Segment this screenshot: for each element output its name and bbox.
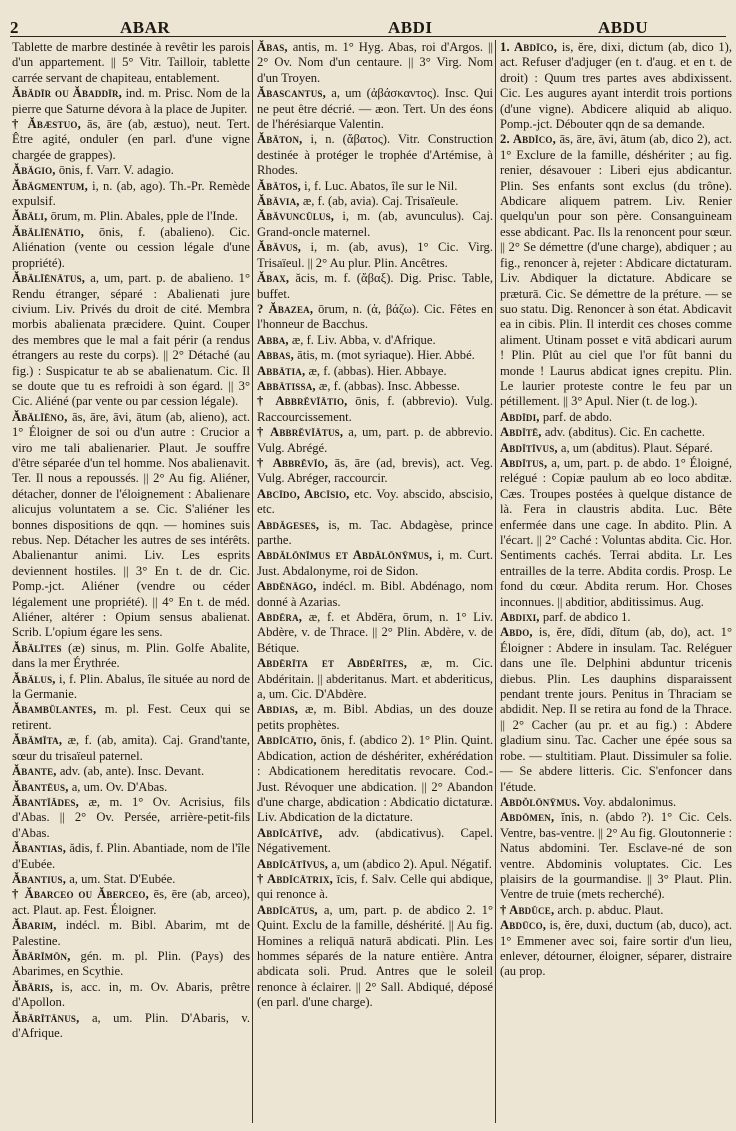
entry-headword: Abdĕnāgo, xyxy=(257,579,317,594)
dictionary-entry xyxy=(257,487,493,518)
page-number: 2 xyxy=(10,18,19,37)
dictionary-entry xyxy=(257,857,493,872)
dictionary-entry xyxy=(257,194,493,209)
entry-definition: a, um. Ov. D'Abas. xyxy=(71,779,168,794)
dictionary-entry xyxy=(12,209,250,224)
entry-definition: æ, f. (ab, avia). Caj. Trisaïeule. xyxy=(302,194,459,209)
entry-definition: a, um (abdico 2). Apul. Négatif. xyxy=(331,856,492,871)
entry-definition: indécl. m. Bibl. Abdénago, nom donné à Azarias. xyxy=(257,579,493,609)
entry-headword: Abcīdo, Abcīsio, xyxy=(257,486,350,501)
entry-headword: 2. Abdĭco, xyxy=(500,132,556,147)
entry-definition: Tablette de marbre destinée à revêtir les parois d'un appartement. || 5° Vitr. Tailloir, tablette carrée servant de chapiteau, entablement. xyxy=(12,40,250,85)
entry-headword: Ăbătos, xyxy=(257,178,301,193)
dictionary-entry xyxy=(12,86,250,117)
dictionary-entry xyxy=(12,271,250,410)
dictionary-entry xyxy=(500,810,732,902)
entry-definition: i, f. Luc. Abatos, île sur le Nil. xyxy=(304,178,458,193)
entry-definition: ădis, f. Plin. Abantiade, nom de l'île d'Eubée. xyxy=(12,841,250,871)
entry-headword: Ăbantĭădes, xyxy=(12,794,79,809)
entry-headword: ? Ăbazea, xyxy=(257,301,314,316)
entry-headword: Ăbăvuncŭlus, xyxy=(257,209,335,224)
dictionary-entry xyxy=(257,348,493,363)
entry-headword: Ăbarim, xyxy=(12,918,57,933)
entry-headword: † Abbrĕvĭo, xyxy=(257,455,329,470)
dictionary-entry xyxy=(500,795,732,810)
entry-definition: a, um, part. p. de abdo. 1° Éloigné, relégué : Copiæ paulum ab eo loco abditæ. Cæs. Troupes postées à quelque distance de là. Fera in claustris abdita. Luc. Bête enfermée dans une cage. In abdito. Plin. A l'écart. || 2° Caché : Voluntas abdita. Cic. Hor. Sentiments cachés. Terrai abdita. Lr. Les entrailles de la terre. Abdita cordis. Prosp. Le fond du cœur. Abdita rerum. Hor. Choses inconnues. || abditior, abditissimus. Aug. xyxy=(500,455,732,609)
dictionary-entry xyxy=(12,410,250,641)
dictionary-entry xyxy=(12,764,250,779)
entry-definition: ōnis, f. (abalieno). Cic. Aliénation (vente ou cession légale d'une propriété). xyxy=(12,224,250,270)
column-divider xyxy=(495,40,496,1123)
entry-definition: i, m. (ab, avus), 1° Cic. Virg. Trisaïeul. || 2° Au plur. Plin. Ancêtres. xyxy=(257,240,493,270)
dictionary-entry xyxy=(257,394,493,425)
entry-headword: Ăbăvia, xyxy=(257,194,300,209)
entry-definition: parf. de abdico 1. xyxy=(542,610,631,625)
entry-definition: a, um, part. p. de abalieno. 1° Rendu étranger, séparé : Abalienati jure civium. Liv. Privés du droit de cité. Membra morbis abalienata præcidere. Quint. Couper des membres que le mal a fait périr (a rendus étrangers au reste du corps). || 2° Détaché (au fig.) : Suspicatur te ab se abalienatum. Cic. Il se doute que tu es refroidi à son égard. || 3° Cic. Aliéné (par vente ou par cession légale). xyxy=(12,271,250,409)
entry-headword: Ăbax, xyxy=(257,271,290,286)
entry-headword: Abdĭcātīvus, xyxy=(257,856,329,871)
dictionary-entry xyxy=(257,240,493,271)
entry-headword: Ăbăgmentum, xyxy=(12,178,88,193)
dictionary-entry xyxy=(257,379,493,394)
dictionary-entry xyxy=(500,918,732,980)
entry-definition: i, f. Plin. Abalus, île située au nord de la Germanie. xyxy=(12,671,250,702)
dictionary-entry xyxy=(500,610,732,625)
dictionary-entry xyxy=(500,410,732,425)
entry-definition: a, um. Stat. D'Eubée. xyxy=(69,871,176,886)
entry-headword: Abbātissa, xyxy=(257,378,316,393)
entry-headword: Ăbăgio, xyxy=(12,163,56,178)
entry-headword: Ăbălĭēnātio, xyxy=(12,224,85,239)
entry-headword: Ăbăris, xyxy=(12,979,54,994)
dictionary-entry xyxy=(257,179,493,194)
entry-headword: Abdo, xyxy=(500,625,533,640)
entry-headword: Abdixi, xyxy=(500,610,540,625)
entry-headword: Abdōmen, xyxy=(500,810,555,825)
entry-headword: Abdălōnĭmus et Abdălōnȳmus, xyxy=(257,548,433,563)
entry-headword: Ăbas, xyxy=(257,40,288,54)
dictionary-entry xyxy=(257,456,493,487)
entry-headword: Abdērīta et Abdērītes, xyxy=(257,656,408,671)
entry-definition: is, m. Tac. Abdagèse, prince parthe. xyxy=(257,517,493,547)
entry-definition: æ, f. et Abdēra, ōrum, n. 1° Liv. Abdère, v. de Thrace. || 2° Plin. Abdère, v. de Bétique. xyxy=(257,610,493,655)
entry-headword: Ăbălītes xyxy=(12,640,62,655)
entry-headword: Ăbăvus, xyxy=(257,240,302,255)
entry-headword: Abdŏlōnȳmus. xyxy=(500,794,581,809)
entry-headword: Abba, xyxy=(257,332,289,347)
entry-definition: adv. (abditus). Cic. En cachette. xyxy=(544,425,705,440)
entry-definition: a, um (abditus). Plaut. Séparé. xyxy=(560,440,713,455)
dictionary-entry xyxy=(12,40,250,86)
dictionary-entry xyxy=(500,132,732,409)
dictionary-entry xyxy=(500,625,732,794)
entry-headword: Abdūco, xyxy=(500,918,547,933)
entry-definition: ind. m. Prisc. Nom de la pierre que Saturne dévora à la place de Jupiter. xyxy=(12,86,250,116)
entry-headword: 1. Abdīco, xyxy=(500,40,558,54)
entry-definition: æ, f. Liv. Abba, v. d'Afrique. xyxy=(291,332,436,347)
entry-headword: Ăbărītānus, xyxy=(12,1010,80,1025)
dictionary-entry xyxy=(257,271,493,302)
dictionary-entry xyxy=(257,903,493,1011)
entry-definition: ās, āre, āvi, ātum (ab, dico 2), act. 1° Exclure de la famille, déshériter ; au fig. renier, désavouer : Liberi ejus abdicantur. Plin. Ses enfants sont exclus (du trône). Abdicare aliquem patrem. Liv. Renier quelqu'un pour son père. Consanguineam esse abdicant. Pac. Ils la renoncent pour sœur. || 2° Se démettre (d'une charge), abdiquer ; au fig., renoncer à, rejeter : Abdicare dictaturam. Liv. Abdiquer la dictature. Abdicare se præturā. Cic. Se démettre de la préture. — se suo statu. Dig. Renoncer à son état. Abdicavit ea in cibis. Plin. Il interdit ces choses comme aliment. Utinam posset e vitā abdicari aurum ! Plin. Plût au ciel que l'or fût banni du monde ! Laurus abdicat ignes crepitu. Plin. Le laurier proteste contre le feu par un pétillement. || 3° Apul. Nier (t. de log.). xyxy=(500,132,732,409)
entry-definition: ās, āre (ab, æstuo), neut. Tert. Être agité, onduler (en parl. d'une vigne chargée de grappes). xyxy=(12,117,250,162)
entry-headword: Abdĭcātīvē, xyxy=(257,825,323,840)
header-guide-right: ABDU xyxy=(598,18,649,37)
entry-definition: adv. (ab, ante). Insc. Devant. xyxy=(59,764,205,779)
entry-headword: † Abdĭcātrix, xyxy=(257,871,334,886)
entry-definition: antis, m. 1° Hyg. Abas, roi d'Argos. || 2° Ov. Nom d'un centaure. || 3° Virg. Nom d'un Troyen. xyxy=(257,40,493,85)
column-1 xyxy=(12,40,250,1125)
entry-definition: ātis, m. (mot syriaque). Hier. Abbé. xyxy=(297,348,475,363)
entry-definition: ōrum, m. Plin. Abales, pple de l'Inde. xyxy=(50,209,238,224)
entry-headword: Abdĭtus, xyxy=(500,455,548,470)
entry-definition: ōnis, f. (abdico 2). 1° Plin. Quint. Abdication, action de déshériter, exhérédation : Abdicationem hereditatis revocare. Cod.-Just. Révoquer une abdication. || 2° Abandon d'une charge, abdication : Abdicatio dictaturæ. Liv. Abdication de la dictature. xyxy=(257,733,493,825)
entry-definition: adv. (abdicativus). Capel. Négativement. xyxy=(257,825,493,856)
dictionary-entry xyxy=(12,672,250,703)
dictionary-entry xyxy=(257,610,493,656)
entry-definition: m. pl. Fest. Ceux qui se retirent. xyxy=(12,702,250,732)
entry-headword: Ăbantius, xyxy=(12,871,67,886)
entry-headword: † Ăbæstuo, xyxy=(12,117,81,132)
entry-headword: Ăbălĭēno, xyxy=(12,409,68,424)
entry-definition: ōrum, n. (ἀ, βάζω). Cic. Fêtes en l'honneur de Bacchus. xyxy=(257,301,493,332)
dictionary-entry xyxy=(12,117,250,163)
entry-headword: Abbas, xyxy=(257,348,294,363)
dictionary-entry xyxy=(12,225,250,271)
entry-definition: æ, f. (abbas). Hier. Abbaye. xyxy=(308,363,447,378)
dictionary-entry xyxy=(257,302,493,333)
entry-headword: Abdăgeses, xyxy=(257,517,320,532)
entry-headword: Abdĭcātio, xyxy=(257,733,317,748)
header-guide-left: ABAR xyxy=(120,18,171,37)
entry-definition: gén. m. pl. Plin. (Pays) des Abarimes, en Scythie. xyxy=(12,948,250,979)
dictionary-entry xyxy=(12,841,250,872)
dictionary-entry xyxy=(257,656,493,702)
entry-headword: Ăbărĭmōn, xyxy=(12,948,71,963)
entry-headword: Abdīdi, xyxy=(500,409,540,424)
dictionary-entry xyxy=(257,333,493,348)
dictionary-entry xyxy=(500,425,732,440)
entry-definition: arch. p. abduc. Plaut. xyxy=(557,902,664,917)
entry-headword: † Abbrĕvĭātio, xyxy=(257,394,348,409)
entry-headword: Abbātia, xyxy=(257,363,306,378)
dictionary-entry xyxy=(257,132,493,178)
entry-definition: ōnis, f. (abbrevio). Vulg. Raccourcissement. xyxy=(257,394,493,424)
dictionary-entry xyxy=(500,456,732,610)
dictionary-entry xyxy=(257,209,493,240)
header-guide-center: ABDI xyxy=(388,18,433,37)
dictionary-entry xyxy=(12,702,250,733)
dictionary-entry xyxy=(12,980,250,1011)
entry-headword: † Abdŭce, xyxy=(500,902,555,917)
entry-definition: a, um. Plin. D'Abaris, v. d'Afrique. xyxy=(12,1010,250,1040)
dictionary-entry xyxy=(257,86,493,132)
entry-definition: æ, m. Bibl. Abdias, un des douze petits prophètes. xyxy=(257,702,493,732)
entry-definition: a, um (ἀβάσκαντος). Insc. Qui ne peut être décrié. — æon. Tert. Un des éons de l'hérésiarque Valentin. xyxy=(257,86,493,132)
entry-headword: Ăbante, xyxy=(12,764,57,779)
entry-definition: ĭnis, n. (abdo ?). 1° Cic. Cels. Ventre, bas-ventre. || 2° Au fig. Gloutonnerie : Natus abdomini. Ter. Esclave-né de son ventre. Abdominis voluptates. Cic. Les plaisirs de la gourmandise. || 3° Plaut. Plin. Ventre de truie (mets recherché). xyxy=(500,810,732,902)
entry-definition: i, n. (ἄβατος). Vitr. Construction destinée à protéger le trophée d'Artémise, à Rhodes. xyxy=(257,132,493,178)
entry-headword: Abdĭtīvus, xyxy=(500,440,558,455)
dictionary-entry xyxy=(500,441,732,456)
column-3 xyxy=(500,40,732,1125)
entry-definition: indécl. m. Bibl. Abarim, mt de Palestine. xyxy=(12,918,250,948)
entry-definition: etc. Voy. abscido, abscisio, etc. xyxy=(257,486,493,517)
dictionary-entry xyxy=(257,548,493,579)
dictionary-entry xyxy=(257,579,493,610)
entry-definition: i, m. (ab, avunculus). Caj. Grand-oncle maternel. xyxy=(257,209,493,239)
column-2 xyxy=(257,40,493,1125)
dictionary-entry xyxy=(12,733,250,764)
entry-headword: Abdēra, xyxy=(257,610,303,625)
dictionary-entry xyxy=(257,425,493,456)
entry-definition: is, ĕre, dixi, dictum (ab, dico 1), act. Refuser d'adjuger (en t. d'aug. et en t. de droit) : Quum tres partes aves abdixissent. Cic. Les augures ayant interdit trois portions (d'une vigne). Abdicere aliquid ab aliquo. Pomp.-jct. Débouter qqn de sa demande. xyxy=(500,40,732,132)
entry-headword: Ăbantēus, xyxy=(12,779,69,794)
dictionary-entry xyxy=(12,887,250,918)
entry-headword: Ăbăton, xyxy=(257,132,303,147)
entry-headword: Ăbantias, xyxy=(12,841,67,856)
entry-definition: is, ĕre, duxi, ductum (ab, duco), act. 1° Emmener avec soi, faire sortir d'un lieu, enlever, détourner, éloigner, séparer, distraire (au prop. xyxy=(500,918,732,979)
dictionary-entry xyxy=(257,826,493,857)
dictionary-entry xyxy=(500,40,732,132)
dictionary-entry xyxy=(257,364,493,379)
entry-headword: Abdĭtē, xyxy=(500,425,542,440)
dictionary-entry xyxy=(12,163,250,178)
entry-headword: Ăbădīr ou Ăbaddīr, xyxy=(12,86,123,101)
entry-headword: Ăbascantus, xyxy=(257,86,326,101)
dictionary-entry xyxy=(12,918,250,949)
dictionary-entry xyxy=(12,795,250,841)
entry-definition: ēs, ēre (ab, arceo), act. Plaut. ap. Fest. Éloigner. xyxy=(12,887,250,917)
entry-definition: Voy. abdalonimus. xyxy=(583,794,677,809)
dictionary-entry xyxy=(257,733,493,825)
entry-definition: æ, f. (ab, amita). Caj. Grand'tante, sœur du trisaïeul paternel. xyxy=(12,733,250,763)
entry-headword: Abdĭcātus, xyxy=(257,902,318,917)
dictionary-entry xyxy=(257,872,493,903)
entry-headword: † Ăbarceo ou Ăberceo, xyxy=(12,887,149,902)
dictionary-entry xyxy=(12,872,250,887)
entry-headword: Ăbambŭlantes, xyxy=(12,702,97,717)
entry-definition: a, um, part. p. de abbrevio. Vulg. Abrégé. xyxy=(257,425,493,455)
entry-headword: Ăbăli, xyxy=(12,209,48,224)
dictionary-entry xyxy=(12,179,250,210)
entry-headword: Ăbămĭta, xyxy=(12,733,63,748)
entry-definition: i, n. (ab, ago). Th.-Pr. Remède expulsif. xyxy=(12,178,250,209)
entry-definition: æ, m. Cic. Abdéritain. || abderitanus. Mart. et abderiticus, a, um. Cic. D'Abdère. xyxy=(257,656,493,702)
column-divider xyxy=(252,40,253,1123)
entry-definition: ās, āre, āvi, ātum (ab, alieno), act. 1° Éloigner de soi ou d'un autre : Crucior a viro me tali abalienarier. Plaut. Je souffre d'être séparée d'un tel homme. Nos abalienavit. Ter. Il nous a repoussés. || 2° Au fig. Aliéner, détacher, donner de l'éloignement : Abalienare alicujus voluntatem a se. Cic. S'aliéner les bonnes dispositions de qqn. — homines suis rebus. Nep. Détacher les autres de ses intérêts. Abalienantur animi. Liv. Les esprits deviennent hostiles. || 3° En t. de dr. Cic. Pomp.-jct. Aliéner (vendre ou céder légalement une propriété). || 4° En t. de méd. Aliéner, altérer : Opium sensus abalienat. Scrib. L'opium égare les sens. xyxy=(12,409,250,640)
entry-definition: īcis, f. Salv. Celle qui abdique, qui renonce à. xyxy=(257,871,493,902)
entry-definition: a, um, part. p. de abdico 2. 1° Quint. Exclu de la famille, déshérité. || Au fig. Homines a reliquā naturā abdicati. Plin. Les hommes séparés de la nature entière. Antra abdicata soli. Prud. Antres que le soleil renonce à éclairer. || 2° Sall. Abdiqué, déposé (en parl. d'une charge). xyxy=(257,902,493,1010)
entry-definition: æ, f. (abbas). Insc. Abbesse. xyxy=(318,378,460,393)
entry-definition: parf. de abdo. xyxy=(542,409,613,424)
entry-definition: is, ĕre, dĭdi, dĭtum (ab, do), act. 1° Éloigner : Abdere in insulam. Tac. Reléguer dans une île. Delphini abduntur tricenis diebus. Plin. Les dauphins disparaissent pendant trente jours. Penitus in Thraciam se abdidit. Nep. Il se retira au fond de la Thrace. || 2° Cacher (au pr. et au fig.) : Abdere gladium sinu. Tac. Cacher une épée sous sa robe. — stultitiam. Plaut. Dissimuler sa folie. — Se abdere litteris. Cic. S'enfoncer dans l'étude. xyxy=(500,625,732,794)
entry-definition: ōnis, f. Varr. V. adagio. xyxy=(58,163,174,178)
entry-definition: æ, m. 1° Ov. Acrisius, fils d'Abas. || 2° Ov. Persée, arrière-petit-fils d'Abas. xyxy=(12,794,250,840)
dictionary-entry xyxy=(12,641,250,672)
header-rule xyxy=(10,36,726,37)
entry-headword: Ăbălus, xyxy=(12,671,56,686)
dictionary-entry xyxy=(12,949,250,980)
entry-definition: (æ) sinus, m. Plin. Golfe Abalite, dans la mer Érythrée. xyxy=(12,640,250,671)
dictionary-entry xyxy=(12,780,250,795)
running-header xyxy=(8,6,728,36)
dictionary-entry xyxy=(257,702,493,733)
dictionary-entry xyxy=(500,903,732,918)
entry-headword: Ăbălĭēnātus, xyxy=(12,271,86,286)
entry-headword: Abdias, xyxy=(257,702,299,717)
dictionary-entry xyxy=(257,40,493,86)
entry-definition: i, m. Curt. Just. Abdalonyme, roi de Sidon. xyxy=(257,548,493,578)
dictionary-entry xyxy=(12,1011,250,1042)
entry-definition: ās, āre (ad, brevis), act. Veg. Vulg. Abréger, raccourcir. xyxy=(257,455,493,486)
dictionary-entry xyxy=(257,518,493,549)
entry-headword: † Abbrĕvĭātus, xyxy=(257,425,344,440)
entry-definition: is, acc. in, m. Ov. Abaris, prêtre d'Apollon. xyxy=(12,979,250,1010)
entry-definition: ăcis, m. f. (ἄβαξ). Dig. Prisc. Table, buffet. xyxy=(257,271,493,301)
